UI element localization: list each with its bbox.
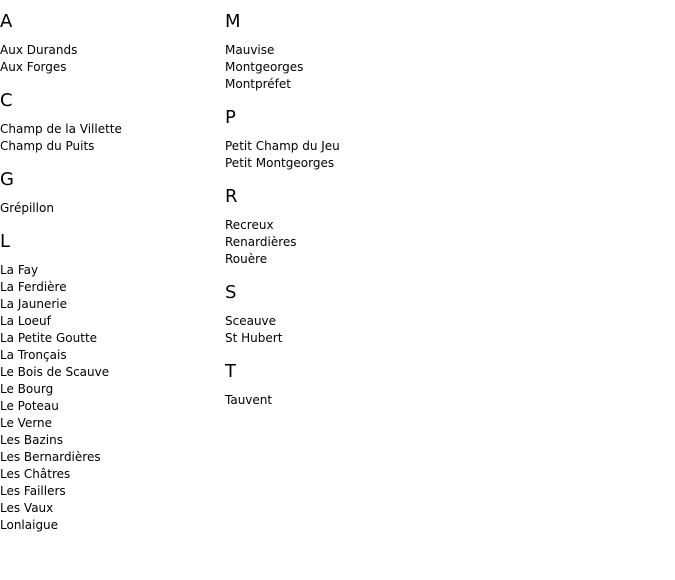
place-item[interactable]: La Tronçais <box>0 348 67 362</box>
place-item[interactable]: La Loeuf <box>0 314 51 328</box>
letter-heading: R <box>225 186 238 207</box>
place-list <box>0 42 220 76</box>
place-item[interactable]: Sceauve <box>225 314 277 328</box>
place-item[interactable]: Le Verne <box>0 416 53 430</box>
place-item[interactable]: Le Poteau <box>0 399 59 413</box>
letter-heading: C <box>0 90 13 111</box>
place-list <box>0 262 220 534</box>
place-item[interactable]: Mauvise <box>225 43 275 57</box>
place-item[interactable]: La Ferdière <box>0 280 67 294</box>
place-item[interactable]: Les Bernardières <box>0 450 101 464</box>
place-item[interactable]: Les Châtres <box>0 467 71 481</box>
place-item[interactable]: La Petite Goutte <box>0 331 98 345</box>
place-item[interactable]: St Hubert <box>225 331 283 345</box>
place-item[interactable]: La Jaunerie <box>0 297 67 311</box>
place-list <box>0 200 220 217</box>
letter-group-l <box>0 231 220 534</box>
left-column <box>0 0 220 534</box>
place-item[interactable]: Rouère <box>225 252 268 266</box>
place-item[interactable]: Renardières <box>225 235 297 249</box>
place-list <box>225 313 525 347</box>
letter-heading: P <box>225 107 236 128</box>
place-list <box>0 121 220 155</box>
place-item[interactable]: Montgeorges <box>225 60 304 74</box>
letter-group-t <box>225 361 525 409</box>
place-list <box>225 42 525 93</box>
place-item[interactable]: Le Bois de Scauve <box>0 365 110 379</box>
place-item[interactable]: Les Faillers <box>0 484 66 498</box>
place-item[interactable]: Petit Montgeorges <box>225 156 335 170</box>
place-item[interactable]: Recreux <box>225 218 274 232</box>
letter-heading: T <box>225 361 236 382</box>
place-list <box>225 217 525 268</box>
place-item[interactable]: Champ de la Villette <box>0 122 122 136</box>
place-item[interactable]: Le Bourg <box>0 382 54 396</box>
right-column <box>225 0 525 409</box>
letter-heading: S <box>225 282 237 303</box>
letter-heading: M <box>225 11 241 32</box>
place-item[interactable]: Les Vaux <box>0 501 54 515</box>
letter-heading: A <box>0 11 13 32</box>
letter-group-g <box>0 169 220 217</box>
letter-group-a <box>0 11 220 76</box>
letter-heading: G <box>0 169 14 190</box>
place-item[interactable]: La Fay <box>0 263 39 277</box>
letter-group-s <box>225 282 525 347</box>
place-list <box>225 392 525 409</box>
place-item[interactable]: Tauvent <box>225 393 273 407</box>
place-item[interactable]: Les Bazins <box>0 433 63 447</box>
place-list <box>225 138 525 172</box>
letter-group-c <box>0 90 220 155</box>
letter-group-r <box>225 186 525 268</box>
place-item[interactable]: Aux Durands <box>0 43 78 57</box>
place-item[interactable]: Montpréfet <box>225 77 291 91</box>
place-item[interactable]: Champ du Puits <box>0 139 95 153</box>
letter-group-p <box>225 107 525 172</box>
letter-heading: L <box>0 231 11 252</box>
place-item[interactable]: Grépillon <box>0 201 54 215</box>
place-item[interactable]: Lonlaigue <box>0 518 59 532</box>
letter-group-m <box>225 11 525 93</box>
place-item[interactable]: Petit Champ du Jeu <box>225 139 340 153</box>
place-item[interactable]: Aux Forges <box>0 60 67 74</box>
